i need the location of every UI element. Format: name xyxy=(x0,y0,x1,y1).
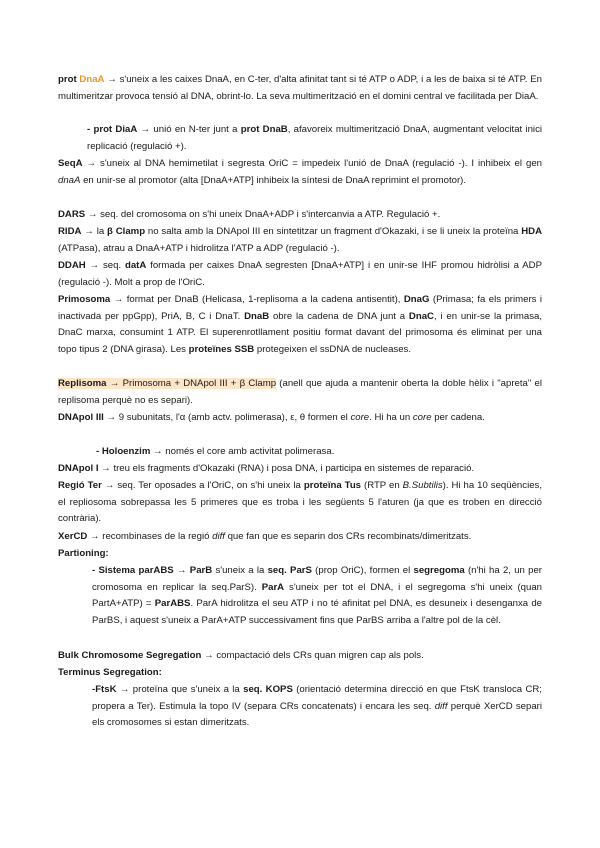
term: DnaC xyxy=(408,310,434,322)
text: (orientació determina direcció en que FtsK transloca CR; propera a Ter). Estimula la topo IV (separa CRs concatenats) i encara les seq. xyxy=(92,684,542,712)
text: → seq. del cromosoma on s'hi uneix DnaA+ADP i s'intercanvia a ATP. Regulació +. xyxy=(85,209,441,220)
text: → unió en N-ter junt a xyxy=(137,124,241,135)
term: - Sistema parABS xyxy=(92,565,174,576)
text: . ParA hidrolitza el seu ATP i no té afinitat pel DNA, es desuneix i desenganxa de ParBS, i aquest s'uneix a ParA+ATP successivament fins que ParBS arriba a l'altre pol de la cèl. xyxy=(92,598,543,626)
term: - prot DiaA xyxy=(87,124,138,135)
term: prot DnaB xyxy=(240,124,288,135)
term: DDAH xyxy=(58,260,86,271)
paragraph-dars xyxy=(58,207,542,224)
paragraph-bulk xyxy=(58,648,542,665)
italic: B.Subtilis xyxy=(402,480,443,491)
text: (n'hi ha 2, un per cromosoma en replicar la seq.ParS). xyxy=(92,565,542,593)
text: (anell que ajuda a mantenir oberta la doble hèlix i "apreta" el replisoma perquè no es separi). xyxy=(58,378,542,406)
text: → s'uneix a les caixes DnaA, en C-ter, d'alta afinitat tant si té ATP o ADP, i a les de baixa si té ATP. En multimeritzar provoca tensió al DNA, obrint-lo. La seva multimerització en el domini central ve facilitada per DiaA. xyxy=(58,74,542,102)
paragraph-ftsk xyxy=(92,682,542,732)
italic: diff xyxy=(212,531,225,542)
paragraph-prot-diaa xyxy=(87,122,542,155)
term: - Holoenzim xyxy=(96,446,151,457)
text: en unir-se al promotor (alta [DnaA+ATP] inhibeix la síntesi de DnaA reprimint el promotor). xyxy=(80,174,467,186)
term: DnaB xyxy=(244,310,270,322)
text: . Hi ha un xyxy=(369,412,413,423)
text: → la xyxy=(81,226,108,237)
text: s'uneix a la xyxy=(212,565,268,576)
text: → s'uneix al DNA hemimetilat i segresta OriC = impedeix l'unió de DnaA (regulació -). I inhibeix el gen xyxy=(82,158,542,169)
paragraph-seqa xyxy=(58,156,542,189)
heading: Partioning: xyxy=(58,548,109,559)
text: , afavoreix multimerització DnaA, augmentant velocitat inici replicació (regulació +). xyxy=(87,124,542,152)
paragraph-ddah xyxy=(58,258,542,291)
text: → proteïna que s'uneix a la xyxy=(116,684,244,695)
text: → compactació dels CRs quan migren cap als pols. xyxy=(201,650,424,661)
term: Regió Ter xyxy=(58,480,102,491)
term: seq. ParS xyxy=(267,565,312,576)
text: no salta amb la DNApol III en sintetitzar un fragment d'Okazaki, i se li uneix la proteïna xyxy=(145,226,522,237)
heading-partioning xyxy=(58,546,542,563)
text: perquè XerCD separi els cromosomes si estan dimeritzats. xyxy=(92,700,542,729)
text: (ATPasa), atrau a DnaA+ATP i hidrolitza l'ATP a ADP (regulació -). xyxy=(58,242,340,254)
heading: Terminus Segregation: xyxy=(58,667,162,678)
term: -FtsK xyxy=(92,684,117,695)
term: proteïna Tus xyxy=(303,480,362,491)
term: Bulk Chromosome Segregation xyxy=(58,650,202,661)
term-prot: prot xyxy=(58,74,80,85)
text: (prop OriC), formen el xyxy=(311,565,414,576)
term: proteïnes SSB xyxy=(188,343,255,355)
heading-terminus xyxy=(58,665,542,682)
paragraph-parabs xyxy=(92,563,542,629)
paragraph-dnapol1 xyxy=(58,461,542,478)
term: β Clamp xyxy=(107,226,146,237)
text: que fan que es separin dos CRs recombinats/dimeritzats. xyxy=(224,531,472,542)
term: Replisoma xyxy=(58,378,107,389)
text: → seq. Ter oposades a l'OriC, on s'hi uneix la xyxy=(101,480,304,491)
paragraph-primosoma xyxy=(58,292,542,358)
term: segregoma xyxy=(413,565,465,576)
paragraph-holoenzim xyxy=(96,444,542,461)
term: DnaG xyxy=(403,294,430,305)
text: → format per DnaB (Helicasa, 1-replisoma a la cadena antisentit), xyxy=(110,294,404,305)
text: protegeixen el ssDNA de nucleases. xyxy=(254,343,412,355)
paragraph-prot-dnaa xyxy=(58,72,542,105)
paragraph-regio-ter xyxy=(58,478,542,528)
text: → seq. xyxy=(85,260,125,271)
term: datA xyxy=(124,260,147,271)
text: → treu els fragments d'Okazaki (RNA) i posa DNA, i participa en sistemes de reparació. xyxy=(98,463,475,474)
term: seq. KOPS xyxy=(243,684,293,695)
term: SeqA xyxy=(58,158,83,169)
text: → xyxy=(173,565,190,576)
italic: core xyxy=(350,412,370,423)
paragraph-dnapol3 xyxy=(58,410,542,427)
term: HDA xyxy=(521,226,543,237)
text: → només el core amb activitat polimerasa. xyxy=(150,446,335,457)
text: s'uneix per tot el DNA, i el segregoma s'hi uneix (quan PartA+ATP) = xyxy=(92,581,543,610)
text: obre la cadena de DNA junt a xyxy=(269,310,409,322)
paragraph-xercd xyxy=(58,529,542,546)
text: → 9 subunitats, l'α (amb actv. polimerasa), ε, θ formen el xyxy=(103,412,351,423)
term: DNApol III xyxy=(58,412,104,423)
paragraph-rida xyxy=(58,224,542,257)
term: Primosoma xyxy=(58,294,111,305)
gene: dnaA xyxy=(58,174,81,186)
text: → recombinases de la regió xyxy=(87,531,213,542)
italic: core xyxy=(412,412,432,423)
text: formada per caixes DnaA segresten [DnaA+ATP] i en unir-se IHF promou hidròlisi a ADP (regulació -). Molt a prop de l'OriC. xyxy=(58,260,542,288)
term-dnaa: DnaA xyxy=(79,74,105,85)
text: (RTP en xyxy=(361,480,403,491)
text: ). Hi ha 10 seqüències, el repliosoma sobrepassa les 5 primeres que es troba i les següents 5 l'aturen (ja que es troben en direcció contrària). xyxy=(58,480,542,525)
term: XerCD xyxy=(58,531,88,542)
text: (Primasa; fa els primers i inactivada per ppGpp), PriA, B, C i DnaT. xyxy=(58,294,543,322)
term: ParA xyxy=(261,581,285,593)
text: → xyxy=(106,378,123,389)
term: ParABS xyxy=(154,598,191,610)
term: DNApol I xyxy=(58,463,99,474)
term: RIDA xyxy=(58,226,82,237)
term: ParB xyxy=(189,565,213,576)
paragraph-replisoma xyxy=(58,376,542,409)
term: DARS xyxy=(58,209,86,220)
text: , i en unir-se la primasa, DnaC marxa, consumint 1 ATP. El superenrotllament positiu format davant del primosoma és eliminat per una topo tipus 2 (DNA girasa). Les xyxy=(58,310,543,355)
italic: diff xyxy=(434,700,448,712)
text: per cadena. xyxy=(431,412,485,423)
highlight: Primosoma + DNApol III + β Clamp xyxy=(122,378,277,389)
